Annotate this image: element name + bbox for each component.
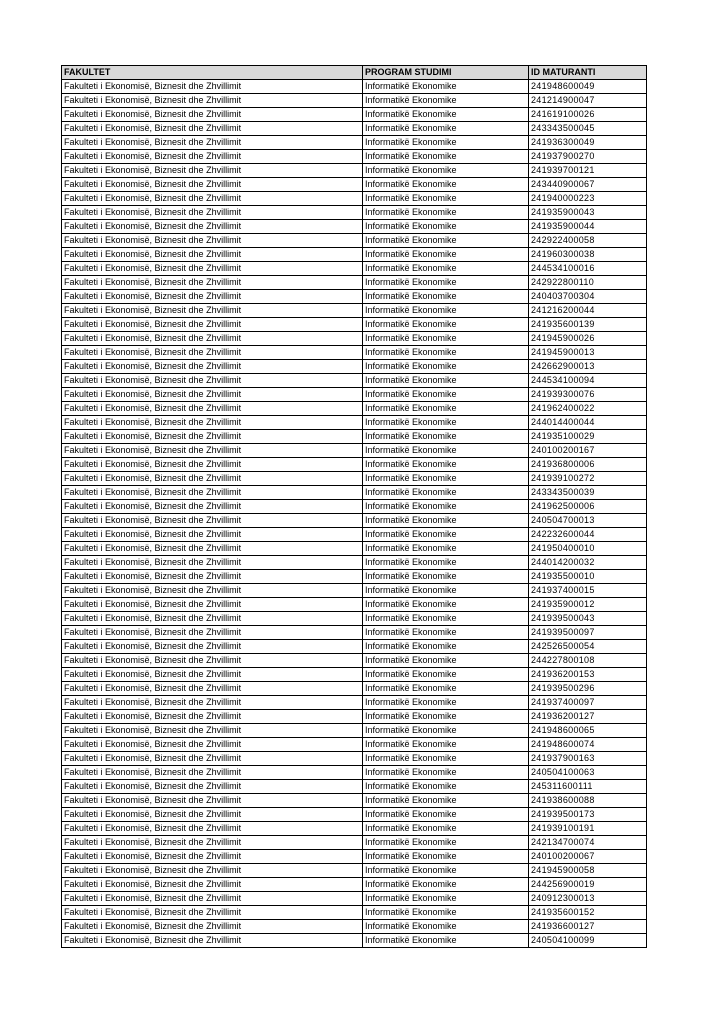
id-maturanti-cell: 241938600088 — [529, 794, 647, 808]
id-maturanti-cell: 240504100063 — [529, 766, 647, 780]
program-cell: Informatikë Ekonomike — [363, 822, 529, 836]
faculty-cell: Fakulteti i Ekonomisë, Biznesit dhe Zhvillimit — [62, 626, 363, 640]
id-maturanti-cell: 241939300076 — [529, 388, 647, 402]
table-row — [62, 598, 647, 612]
id-maturanti-cell: 240504100099 — [529, 934, 647, 948]
table-row — [62, 402, 647, 416]
program-cell: Informatikë Ekonomike — [363, 360, 529, 374]
table-row — [62, 822, 647, 836]
program-cell: Informatikë Ekonomike — [363, 710, 529, 724]
faculty-cell: Fakulteti i Ekonomisë, Biznesit dhe Zhvillimit — [62, 934, 363, 948]
program-cell: Informatikë Ekonomike — [363, 836, 529, 850]
program-cell: Informatikë Ekonomike — [363, 150, 529, 164]
faculty-cell: Fakulteti i Ekonomisë, Biznesit dhe Zhvillimit — [62, 374, 363, 388]
id-maturanti-cell: 241962400022 — [529, 402, 647, 416]
table-row — [62, 136, 647, 150]
program-cell: Informatikë Ekonomike — [363, 206, 529, 220]
table-row — [62, 332, 647, 346]
program-cell: Informatikë Ekonomike — [363, 654, 529, 668]
table-row — [62, 472, 647, 486]
table-row — [62, 682, 647, 696]
id-maturanti-cell: 241935500010 — [529, 570, 647, 584]
program-cell: Informatikë Ekonomike — [363, 584, 529, 598]
table-row — [62, 416, 647, 430]
table-row — [62, 122, 647, 136]
faculty-cell: Fakulteti i Ekonomisë, Biznesit dhe Zhvillimit — [62, 780, 363, 794]
program-cell: Informatikë Ekonomike — [363, 682, 529, 696]
table-row — [62, 206, 647, 220]
id-maturanti-cell: 241935900043 — [529, 206, 647, 220]
program-cell: Informatikë Ekonomike — [363, 108, 529, 122]
faculty-cell: Fakulteti i Ekonomisë, Biznesit dhe Zhvillimit — [62, 808, 363, 822]
id-maturanti-cell: 243343500045 — [529, 122, 647, 136]
table-row — [62, 556, 647, 570]
id-maturanti-cell: 241619100026 — [529, 108, 647, 122]
faculty-cell: Fakulteti i Ekonomisë, Biznesit dhe Zhvillimit — [62, 178, 363, 192]
faculty-cell: Fakulteti i Ekonomisë, Biznesit dhe Zhvillimit — [62, 500, 363, 514]
program-cell: Informatikë Ekonomike — [363, 864, 529, 878]
faculty-cell: Fakulteti i Ekonomisë, Biznesit dhe Zhvillimit — [62, 122, 363, 136]
table-row — [62, 514, 647, 528]
id-maturanti-cell: 241937400015 — [529, 584, 647, 598]
id-maturanti-cell: 244534100016 — [529, 262, 647, 276]
id-maturanti-cell: 241935900044 — [529, 220, 647, 234]
faculty-cell: Fakulteti i Ekonomisë, Biznesit dhe Zhvillimit — [62, 584, 363, 598]
program-cell: Informatikë Ekonomike — [363, 528, 529, 542]
program-cell: Informatikë Ekonomike — [363, 136, 529, 150]
table-row — [62, 738, 647, 752]
id-maturanti-cell: 241935900012 — [529, 598, 647, 612]
id-maturanti-cell: 240100200067 — [529, 850, 647, 864]
faculty-cell: Fakulteti i Ekonomisë, Biznesit dhe Zhvillimit — [62, 612, 363, 626]
faculty-cell: Fakulteti i Ekonomisë, Biznesit dhe Zhvillimit — [62, 794, 363, 808]
faculty-cell: Fakulteti i Ekonomisë, Biznesit dhe Zhvillimit — [62, 668, 363, 682]
table-row — [62, 584, 647, 598]
faculty-cell: Fakulteti i Ekonomisë, Biznesit dhe Zhvillimit — [62, 444, 363, 458]
program-cell: Informatikë Ekonomike — [363, 458, 529, 472]
id-maturanti-cell: 241936600127 — [529, 920, 647, 934]
header-id-maturanti: ID MATURANTI — [529, 66, 647, 80]
table-row — [62, 360, 647, 374]
program-cell: Informatikë Ekonomike — [363, 248, 529, 262]
table-row — [62, 808, 647, 822]
id-maturanti-cell: 240403700304 — [529, 290, 647, 304]
program-cell: Informatikë Ekonomike — [363, 164, 529, 178]
id-maturanti-cell: 241214900047 — [529, 94, 647, 108]
table-row — [62, 290, 647, 304]
faculty-cell: Fakulteti i Ekonomisë, Biznesit dhe Zhvillimit — [62, 346, 363, 360]
program-cell: Informatikë Ekonomike — [363, 738, 529, 752]
table-row — [62, 892, 647, 906]
faculty-cell: Fakulteti i Ekonomisë, Biznesit dhe Zhvillimit — [62, 724, 363, 738]
program-cell: Informatikë Ekonomike — [363, 934, 529, 948]
program-cell: Informatikë Ekonomike — [363, 794, 529, 808]
header-program-studimi: PROGRAM STUDIMI — [363, 66, 529, 80]
program-cell: Informatikë Ekonomike — [363, 80, 529, 94]
program-cell: Informatikë Ekonomike — [363, 668, 529, 682]
table-row — [62, 430, 647, 444]
program-cell: Informatikë Ekonomike — [363, 570, 529, 584]
table-row — [62, 654, 647, 668]
id-maturanti-cell: 242922400058 — [529, 234, 647, 248]
program-cell: Informatikë Ekonomike — [363, 290, 529, 304]
program-cell: Informatikë Ekonomike — [363, 234, 529, 248]
faculty-cell: Fakulteti i Ekonomisë, Biznesit dhe Zhvillimit — [62, 864, 363, 878]
table-row — [62, 458, 647, 472]
table-row — [62, 878, 647, 892]
table-row — [62, 920, 647, 934]
table-row — [62, 710, 647, 724]
faculty-cell: Fakulteti i Ekonomisë, Biznesit dhe Zhvillimit — [62, 850, 363, 864]
faculty-cell: Fakulteti i Ekonomisë, Biznesit dhe Zhvillimit — [62, 248, 363, 262]
faculty-cell: Fakulteti i Ekonomisë, Biznesit dhe Zhvillimit — [62, 402, 363, 416]
faculty-cell: Fakulteti i Ekonomisë, Biznesit dhe Zhvillimit — [62, 906, 363, 920]
faculty-cell: Fakulteti i Ekonomisë, Biznesit dhe Zhvillimit — [62, 262, 363, 276]
program-cell: Informatikë Ekonomike — [363, 696, 529, 710]
faculty-cell: Fakulteti i Ekonomisë, Biznesit dhe Zhvillimit — [62, 598, 363, 612]
faculty-cell: Fakulteti i Ekonomisë, Biznesit dhe Zhvillimit — [62, 696, 363, 710]
id-maturanti-cell: 241935600152 — [529, 906, 647, 920]
faculty-cell: Fakulteti i Ekonomisë, Biznesit dhe Zhvillimit — [62, 388, 363, 402]
id-maturanti-cell: 241939500097 — [529, 626, 647, 640]
program-cell: Informatikë Ekonomike — [363, 262, 529, 276]
id-maturanti-cell: 244256900019 — [529, 878, 647, 892]
id-maturanti-cell: 244534100094 — [529, 374, 647, 388]
table-row — [62, 500, 647, 514]
faculty-cell: Fakulteti i Ekonomisë, Biznesit dhe Zhvillimit — [62, 332, 363, 346]
id-maturanti-cell: 243440900067 — [529, 178, 647, 192]
table-row — [62, 668, 647, 682]
table-row — [62, 752, 647, 766]
faculty-cell: Fakulteti i Ekonomisë, Biznesit dhe Zhvillimit — [62, 472, 363, 486]
program-cell: Informatikë Ekonomike — [363, 724, 529, 738]
program-cell: Informatikë Ekonomike — [363, 304, 529, 318]
faculty-cell: Fakulteti i Ekonomisë, Biznesit dhe Zhvillimit — [62, 542, 363, 556]
table-row — [62, 528, 647, 542]
faculty-cell: Fakulteti i Ekonomisë, Biznesit dhe Zhvillimit — [62, 318, 363, 332]
id-maturanti-cell: 241936300049 — [529, 136, 647, 150]
program-cell: Informatikë Ekonomike — [363, 920, 529, 934]
faculty-cell: Fakulteti i Ekonomisë, Biznesit dhe Zhvillimit — [62, 206, 363, 220]
faculty-cell: Fakulteti i Ekonomisë, Biznesit dhe Zhvillimit — [62, 682, 363, 696]
program-cell: Informatikë Ekonomike — [363, 388, 529, 402]
program-cell: Informatikë Ekonomike — [363, 766, 529, 780]
faculty-cell: Fakulteti i Ekonomisë, Biznesit dhe Zhvillimit — [62, 192, 363, 206]
id-maturanti-cell: 243343500039 — [529, 486, 647, 500]
faculty-cell: Fakulteti i Ekonomisë, Biznesit dhe Zhvillimit — [62, 528, 363, 542]
table-row — [62, 276, 647, 290]
program-cell: Informatikë Ekonomike — [363, 430, 529, 444]
faculty-cell: Fakulteti i Ekonomisë, Biznesit dhe Zhvillimit — [62, 220, 363, 234]
program-cell: Informatikë Ekonomike — [363, 276, 529, 290]
id-maturanti-cell: 241940000223 — [529, 192, 647, 206]
table-row — [62, 304, 647, 318]
id-maturanti-cell: 242526500054 — [529, 640, 647, 654]
faculty-cell: Fakulteti i Ekonomisë, Biznesit dhe Zhvillimit — [62, 654, 363, 668]
id-maturanti-cell: 241937900270 — [529, 150, 647, 164]
id-maturanti-cell: 242662900013 — [529, 360, 647, 374]
id-maturanti-cell: 241935600139 — [529, 318, 647, 332]
id-maturanti-cell: 241937400097 — [529, 696, 647, 710]
program-cell: Informatikë Ekonomike — [363, 906, 529, 920]
table-row — [62, 234, 647, 248]
faculty-cell: Fakulteti i Ekonomisë, Biznesit dhe Zhvillimit — [62, 822, 363, 836]
table-row — [62, 164, 647, 178]
program-cell: Informatikë Ekonomike — [363, 346, 529, 360]
faculty-cell: Fakulteti i Ekonomisë, Biznesit dhe Zhvillimit — [62, 836, 363, 850]
faculty-cell: Fakulteti i Ekonomisë, Biznesit dhe Zhvillimit — [62, 164, 363, 178]
program-cell: Informatikë Ekonomike — [363, 402, 529, 416]
table-row — [62, 192, 647, 206]
faculty-cell: Fakulteti i Ekonomisë, Biznesit dhe Zhvillimit — [62, 878, 363, 892]
table-row — [62, 374, 647, 388]
program-cell: Informatikë Ekonomike — [363, 878, 529, 892]
id-maturanti-cell: 244227800108 — [529, 654, 647, 668]
faculty-cell: Fakulteti i Ekonomisë, Biznesit dhe Zhvillimit — [62, 80, 363, 94]
table-row — [62, 794, 647, 808]
program-cell: Informatikë Ekonomike — [363, 514, 529, 528]
program-cell: Informatikë Ekonomike — [363, 752, 529, 766]
table-row — [62, 570, 647, 584]
table-row — [62, 108, 647, 122]
faculty-cell: Fakulteti i Ekonomisë, Biznesit dhe Zhvillimit — [62, 766, 363, 780]
program-cell: Informatikë Ekonomike — [363, 318, 529, 332]
table-row — [62, 934, 647, 948]
faculty-cell: Fakulteti i Ekonomisë, Biznesit dhe Zhvillimit — [62, 920, 363, 934]
table-body — [62, 80, 647, 948]
table-row — [62, 444, 647, 458]
id-maturanti-cell: 244014200032 — [529, 556, 647, 570]
faculty-cell: Fakulteti i Ekonomisë, Biznesit dhe Zhvillimit — [62, 514, 363, 528]
table-row — [62, 486, 647, 500]
id-maturanti-cell: 241939500296 — [529, 682, 647, 696]
program-cell: Informatikë Ekonomike — [363, 640, 529, 654]
id-maturanti-cell: 242134700074 — [529, 836, 647, 850]
program-cell: Informatikë Ekonomike — [363, 780, 529, 794]
id-maturanti-cell: 244014400044 — [529, 416, 647, 430]
faculty-cell: Fakulteti i Ekonomisë, Biznesit dhe Zhvillimit — [62, 290, 363, 304]
table-row — [62, 542, 647, 556]
id-maturanti-cell: 241216200044 — [529, 304, 647, 318]
faculty-cell: Fakulteti i Ekonomisë, Biznesit dhe Zhvillimit — [62, 458, 363, 472]
faculty-cell: Fakulteti i Ekonomisë, Biznesit dhe Zhvillimit — [62, 738, 363, 752]
id-maturanti-cell: 241945900026 — [529, 332, 647, 346]
id-maturanti-cell: 241936200127 — [529, 710, 647, 724]
faculty-cell: Fakulteti i Ekonomisë, Biznesit dhe Zhvillimit — [62, 710, 363, 724]
table-header-row — [62, 66, 647, 80]
table-row — [62, 94, 647, 108]
maturant-table — [61, 65, 647, 948]
id-maturanti-cell: 241939500043 — [529, 612, 647, 626]
program-cell: Informatikë Ekonomike — [363, 626, 529, 640]
table-row — [62, 262, 647, 276]
id-maturanti-cell: 241936200153 — [529, 668, 647, 682]
program-cell: Informatikë Ekonomike — [363, 192, 529, 206]
table-row — [62, 724, 647, 738]
table-row — [62, 906, 647, 920]
id-maturanti-cell: 241939500173 — [529, 808, 647, 822]
table-row — [62, 388, 647, 402]
faculty-cell: Fakulteti i Ekonomisë, Biznesit dhe Zhvillimit — [62, 304, 363, 318]
program-cell: Informatikë Ekonomike — [363, 612, 529, 626]
program-cell: Informatikë Ekonomike — [363, 122, 529, 136]
faculty-cell: Fakulteti i Ekonomisë, Biznesit dhe Zhvillimit — [62, 360, 363, 374]
program-cell: Informatikë Ekonomike — [363, 556, 529, 570]
table-row — [62, 864, 647, 878]
program-cell: Informatikë Ekonomike — [363, 472, 529, 486]
faculty-cell: Fakulteti i Ekonomisë, Biznesit dhe Zhvillimit — [62, 640, 363, 654]
id-maturanti-cell: 241945900013 — [529, 346, 647, 360]
faculty-cell: Fakulteti i Ekonomisë, Biznesit dhe Zhvillimit — [62, 276, 363, 290]
id-maturanti-cell: 241948600049 — [529, 80, 647, 94]
program-cell: Informatikë Ekonomike — [363, 94, 529, 108]
faculty-cell: Fakulteti i Ekonomisë, Biznesit dhe Zhvillimit — [62, 430, 363, 444]
table-row — [62, 178, 647, 192]
program-cell: Informatikë Ekonomike — [363, 892, 529, 906]
table-row — [62, 780, 647, 794]
table-row — [62, 836, 647, 850]
table-row — [62, 640, 647, 654]
table-row — [62, 150, 647, 164]
id-maturanti-cell: 241962500006 — [529, 500, 647, 514]
program-cell: Informatikë Ekonomike — [363, 542, 529, 556]
table-row — [62, 80, 647, 94]
faculty-cell: Fakulteti i Ekonomisë, Biznesit dhe Zhvillimit — [62, 556, 363, 570]
faculty-cell: Fakulteti i Ekonomisë, Biznesit dhe Zhvillimit — [62, 94, 363, 108]
id-maturanti-cell: 241948600074 — [529, 738, 647, 752]
faculty-cell: Fakulteti i Ekonomisë, Biznesit dhe Zhvillimit — [62, 108, 363, 122]
id-maturanti-cell: 241937900163 — [529, 752, 647, 766]
program-cell: Informatikë Ekonomike — [363, 500, 529, 514]
table-row — [62, 696, 647, 710]
id-maturanti-cell: 241960300038 — [529, 248, 647, 262]
program-cell: Informatikë Ekonomike — [363, 808, 529, 822]
faculty-cell: Fakulteti i Ekonomisë, Biznesit dhe Zhvillimit — [62, 234, 363, 248]
id-maturanti-cell: 240912300013 — [529, 892, 647, 906]
id-maturanti-cell: 241950400010 — [529, 542, 647, 556]
table-row — [62, 318, 647, 332]
id-maturanti-cell: 242232600044 — [529, 528, 647, 542]
program-cell: Informatikë Ekonomike — [363, 374, 529, 388]
faculty-cell: Fakulteti i Ekonomisë, Biznesit dhe Zhvillimit — [62, 486, 363, 500]
id-maturanti-cell: 241939100272 — [529, 472, 647, 486]
faculty-cell: Fakulteti i Ekonomisë, Biznesit dhe Zhvillimit — [62, 752, 363, 766]
program-cell: Informatikë Ekonomike — [363, 178, 529, 192]
program-cell: Informatikë Ekonomike — [363, 416, 529, 430]
table-row — [62, 766, 647, 780]
header-fakultet: FAKULTET — [62, 66, 363, 80]
id-maturanti-cell: 240100200167 — [529, 444, 647, 458]
program-cell: Informatikë Ekonomike — [363, 850, 529, 864]
program-cell: Informatikë Ekonomike — [363, 220, 529, 234]
table-row — [62, 612, 647, 626]
faculty-cell: Fakulteti i Ekonomisë, Biznesit dhe Zhvillimit — [62, 570, 363, 584]
program-cell: Informatikë Ekonomike — [363, 332, 529, 346]
id-maturanti-cell: 241935100029 — [529, 430, 647, 444]
table-row — [62, 248, 647, 262]
id-maturanti-cell: 241945900058 — [529, 864, 647, 878]
table-row — [62, 626, 647, 640]
faculty-cell: Fakulteti i Ekonomisë, Biznesit dhe Zhvillimit — [62, 150, 363, 164]
faculty-cell: Fakulteti i Ekonomisë, Biznesit dhe Zhvillimit — [62, 892, 363, 906]
program-cell: Informatikë Ekonomike — [363, 598, 529, 612]
id-maturanti-cell: 241936800006 — [529, 458, 647, 472]
program-cell: Informatikë Ekonomike — [363, 486, 529, 500]
id-maturanti-cell: 240504700013 — [529, 514, 647, 528]
id-maturanti-cell: 241948600065 — [529, 724, 647, 738]
table-row — [62, 220, 647, 234]
faculty-cell: Fakulteti i Ekonomisë, Biznesit dhe Zhvillimit — [62, 416, 363, 430]
id-maturanti-cell: 245311600111 — [529, 780, 647, 794]
id-maturanti-cell: 242922800110 — [529, 276, 647, 290]
table-row — [62, 346, 647, 360]
id-maturanti-cell: 241939700121 — [529, 164, 647, 178]
table-row — [62, 850, 647, 864]
id-maturanti-cell: 241939100191 — [529, 822, 647, 836]
program-cell: Informatikë Ekonomike — [363, 444, 529, 458]
faculty-cell: Fakulteti i Ekonomisë, Biznesit dhe Zhvillimit — [62, 136, 363, 150]
